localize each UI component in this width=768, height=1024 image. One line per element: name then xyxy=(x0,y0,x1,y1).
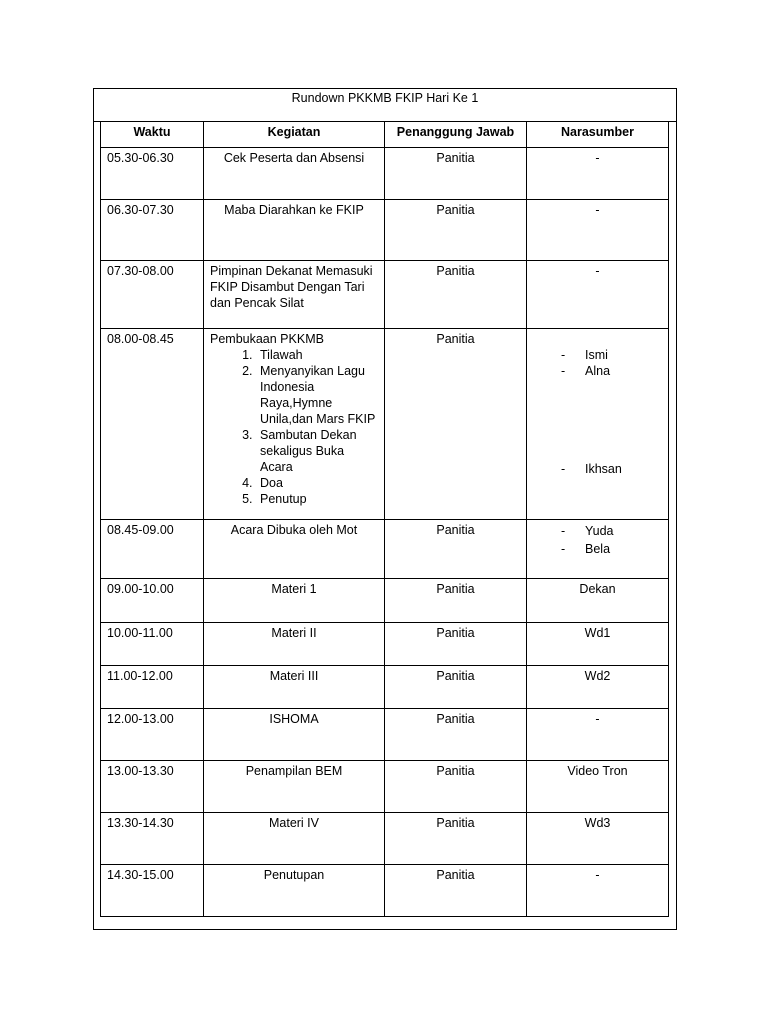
cell-waktu: 13.30-14.30 xyxy=(101,813,204,865)
cell-kegiatan: Penutupan xyxy=(204,865,385,917)
cell-pj: Panitia xyxy=(385,261,527,329)
header-kegiatan: Kegiatan xyxy=(204,122,385,148)
cell-narasumber: - xyxy=(527,261,669,329)
cell-narasumber xyxy=(527,520,669,579)
cell-waktu: 14.30-15.00 xyxy=(101,865,204,917)
speaker-list xyxy=(533,461,662,477)
activity-heading: Pembukaan PKKMB xyxy=(210,332,324,346)
table-row xyxy=(101,261,669,329)
cell-narasumber: Video Tron xyxy=(527,761,669,813)
cell-kegiatan: Maba Diarahkan ke FKIP xyxy=(204,200,385,261)
list-item: - Bela xyxy=(533,540,662,558)
header-waktu: Waktu xyxy=(101,122,204,148)
cell-waktu: 11.00-12.00 xyxy=(101,666,204,709)
list-item: - Ikhsan xyxy=(533,461,662,477)
cell-kegiatan: Materi III xyxy=(204,666,385,709)
cell-kegiatan: ISHOMA xyxy=(204,709,385,761)
cell-narasumber: Wd2 xyxy=(527,666,669,709)
table-row xyxy=(101,329,669,520)
cell-pj: Panitia xyxy=(385,148,527,200)
cell-narasumber: - xyxy=(527,200,669,261)
table-row xyxy=(101,709,669,761)
cell-narasumber: - xyxy=(527,148,669,200)
cell-pj: Panitia xyxy=(385,761,527,813)
table-row xyxy=(101,520,669,579)
table-row xyxy=(101,623,669,666)
cell-pj: Panitia xyxy=(385,709,527,761)
cell-pj: Panitia xyxy=(385,579,527,623)
speaker-list xyxy=(533,522,662,558)
cell-waktu: 10.00-11.00 xyxy=(101,623,204,666)
cell-pj: Panitia xyxy=(385,813,527,865)
cell-waktu: 06.30-07.30 xyxy=(101,200,204,261)
cell-pj: Panitia xyxy=(385,666,527,709)
table-row xyxy=(101,865,669,917)
cell-kegiatan xyxy=(204,329,385,520)
table-row xyxy=(101,579,669,623)
table-row xyxy=(101,666,669,709)
cell-narasumber: - xyxy=(527,865,669,917)
cell-kegiatan: Materi IV xyxy=(204,813,385,865)
cell-waktu: 13.00-13.30 xyxy=(101,761,204,813)
cell-waktu: 05.30-06.30 xyxy=(101,148,204,200)
list-item: 4. Doa xyxy=(256,475,378,491)
table-row xyxy=(101,813,669,865)
list-item: 2. Menyanyikan Lagu Indonesia Raya,Hymne Unila,dan Mars FKIP xyxy=(256,363,378,427)
cell-kegiatan: Materi II xyxy=(204,623,385,666)
document-title: Rundown PKKMB FKIP Hari Ke 1 xyxy=(94,89,676,122)
table-row xyxy=(101,148,669,200)
cell-kegiatan: Cek Peserta dan Absensi xyxy=(204,148,385,200)
list-item: - Alna xyxy=(533,363,662,379)
table-row xyxy=(101,761,669,813)
cell-waktu: 07.30-08.00 xyxy=(101,261,204,329)
list-item: 1. Tilawah xyxy=(256,347,378,363)
cell-kegiatan: Materi 1 xyxy=(204,579,385,623)
activity-item-list xyxy=(210,347,378,507)
cell-pj: Panitia xyxy=(385,200,527,261)
header-row xyxy=(101,122,669,148)
cell-pj: Panitia xyxy=(385,520,527,579)
schedule-table xyxy=(100,121,669,917)
cell-narasumber: - xyxy=(527,709,669,761)
cell-narasumber xyxy=(527,329,669,520)
list-item: 3. Sambutan Dekan sekaligus Buka Acara xyxy=(256,427,378,475)
cell-narasumber: Wd3 xyxy=(527,813,669,865)
cell-waktu: 12.00-13.00 xyxy=(101,709,204,761)
header-narasumber: Narasumber xyxy=(527,122,669,148)
header-penanggung-jawab: Penanggung Jawab xyxy=(385,122,527,148)
cell-pj: Panitia xyxy=(385,865,527,917)
cell-narasumber: Wd1 xyxy=(527,623,669,666)
cell-waktu: 09.00-10.00 xyxy=(101,579,204,623)
cell-pj: Panitia xyxy=(385,329,527,520)
cell-waktu: 08.45-09.00 xyxy=(101,520,204,579)
cell-waktu: 08.00-08.45 xyxy=(101,329,204,520)
speaker-list xyxy=(533,347,662,379)
cell-kegiatan: Pimpinan Dekanat Memasuki FKIP Disambut Dengan Tari dan Pencak Silat xyxy=(204,261,385,329)
list-item: 5. Penutup xyxy=(256,491,378,507)
table-row xyxy=(101,200,669,261)
list-item: - Ismi xyxy=(533,347,662,363)
cell-kegiatan: Acara Dibuka oleh Mot xyxy=(204,520,385,579)
cell-pj: Panitia xyxy=(385,623,527,666)
cell-kegiatan: Penampilan BEM xyxy=(204,761,385,813)
cell-narasumber: Dekan xyxy=(527,579,669,623)
list-item: - Yuda xyxy=(533,522,662,540)
